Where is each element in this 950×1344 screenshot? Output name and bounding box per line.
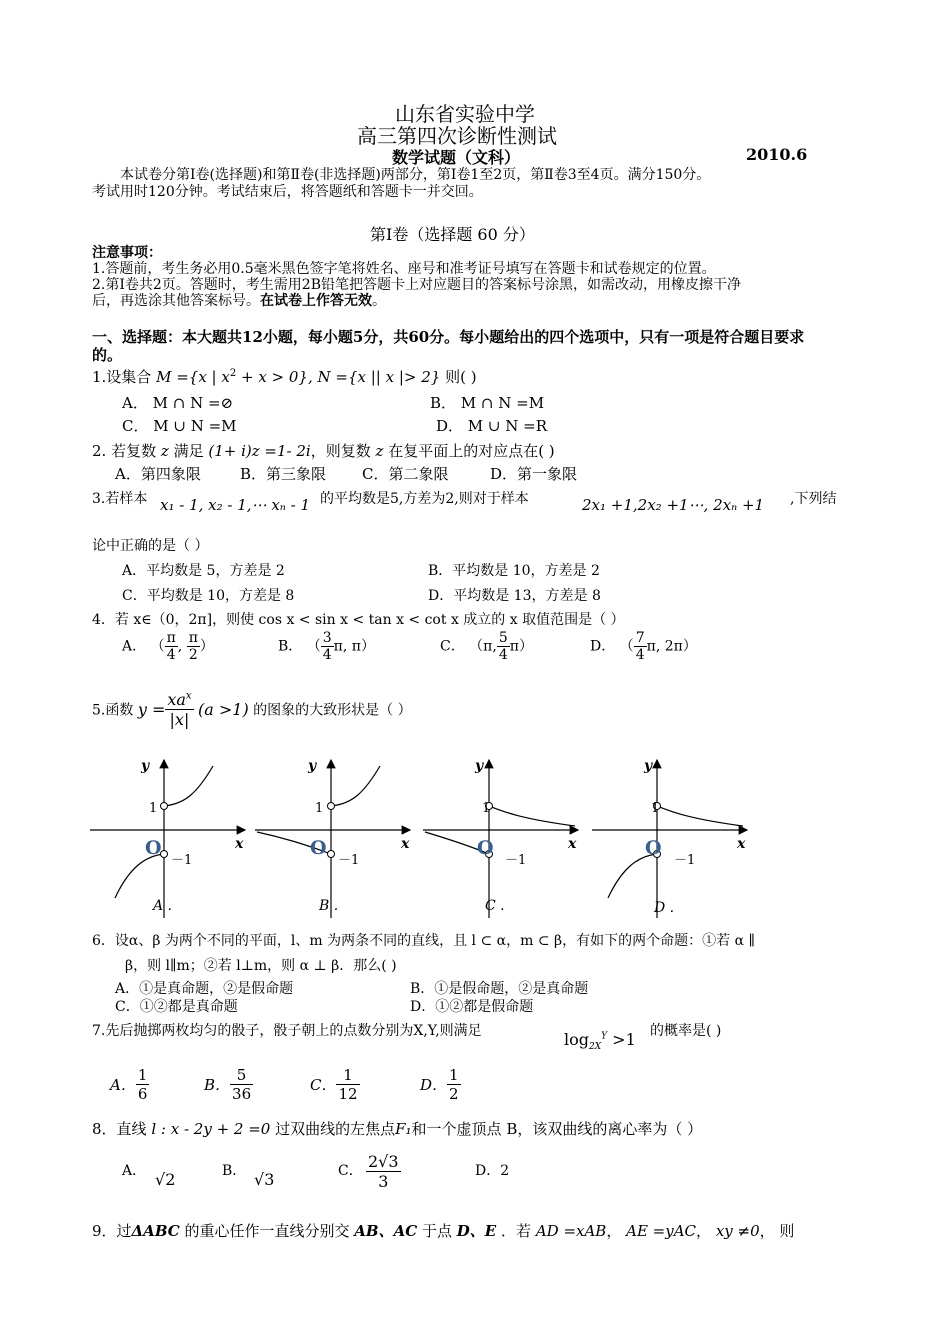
q8-option-a-label: A．	[122, 1163, 147, 1179]
q1-option-c[interactable]: C． M ∪ N =M	[122, 417, 237, 435]
q2-stem-pre: 2. 若复数	[92, 442, 157, 460]
q8-line-equation: l : x - 2y + 2 =0	[151, 1120, 271, 1138]
q7-d-label: D．	[420, 1076, 448, 1094]
q5-fraction-den: |x|	[169, 710, 190, 729]
q9-eq2: AE =yAC	[626, 1222, 697, 1240]
q6-stem-line-2: β，则 l∥m；②若 l⊥m，则 α ⊥ β．那么( )	[125, 958, 397, 974]
q4-d-label: D．	[590, 638, 616, 655]
q7-d-den: 2	[449, 1085, 459, 1103]
q4-d-pi: π	[646, 638, 656, 655]
q4-b-label: B．	[278, 638, 303, 655]
graph-b-y-label: y	[308, 758, 317, 774]
q8-stem-mid: 过双曲线的左焦点	[275, 1120, 396, 1138]
q7-b-num: 5	[230, 1066, 253, 1085]
q9-eq3: xy ≠0	[715, 1222, 760, 1240]
q2-equation: (1+ i)z =1- 2i	[208, 442, 311, 460]
q8-option-c[interactable]	[366, 1152, 401, 1191]
q2-z-2: z	[375, 442, 384, 460]
q8-stem	[92, 1118, 702, 1139]
q4-a-frac-2	[187, 630, 200, 663]
q3-option-a[interactable]: A．平均数是 5，方差是 2	[122, 563, 285, 579]
q5-graphs	[85, 748, 765, 920]
q5-y-eq: y =	[137, 700, 166, 719]
q9-sep2: ，	[696, 1222, 712, 1240]
notice-line-3-text: 后，再选涂其他答案标号。	[92, 293, 260, 309]
q7-c-den: 12	[338, 1085, 358, 1103]
graph-b-label: B .	[319, 898, 339, 914]
q8-option-b[interactable]: √3	[254, 1170, 275, 1189]
q2-option-a[interactable]: A．第四象限	[115, 465, 201, 483]
q3-stem-pre: 3.若样本	[92, 491, 148, 507]
q7-log-sub: 2X	[589, 1042, 602, 1053]
q4-d-frac-num: 7	[635, 630, 645, 646]
exam-date: 2010.6	[746, 145, 808, 164]
graph-c-y-label: y	[475, 758, 484, 774]
graph-b-one: 1	[315, 801, 324, 816]
q7-b-den: 36	[232, 1085, 252, 1103]
graph-a-origin: O	[145, 837, 162, 859]
q9-triangle: ΔABC	[131, 1222, 180, 1240]
graph-c-origin: O	[477, 837, 494, 859]
notice-line-3-end: 。	[372, 293, 386, 309]
q2-mid3: 在复平面上的对应点在( )	[388, 442, 555, 460]
q4-option-b[interactable]: B． （ $\frac{3}{4}$ π, π）	[278, 630, 375, 663]
q8-stem-pre: 8．直线	[92, 1120, 147, 1138]
q9-end: ， 则	[759, 1222, 795, 1240]
q4-option-c[interactable]: C． （π, $\frac{5}{4}$ π）	[440, 630, 533, 663]
q4-b-frac-den: 4	[322, 647, 332, 663]
q8-stem-end: 和一个虚顶点 B，该双曲线的离心率为（ ）	[411, 1120, 703, 1138]
q9-sep1: ，	[606, 1222, 622, 1240]
q7-option-c[interactable]	[310, 1066, 360, 1103]
graph-c-minus-one: －1	[505, 853, 527, 868]
q7-option-d[interactable]	[420, 1066, 461, 1103]
q4-b-frac-num: 3	[322, 630, 332, 646]
q8-c-frac	[366, 1152, 401, 1191]
subject-title: 数学试题（文科）	[392, 148, 521, 167]
q7-log: log	[564, 1030, 589, 1049]
section-one-line-1: 一、选择题：本大题共12小题，每小题5分，共60分。每小题给出的四个选项中，只有一项是符合题目要求	[92, 328, 805, 346]
q7-c-frac	[336, 1066, 359, 1103]
q4-a-frac-1-num: π	[166, 630, 176, 646]
graph-d[interactable]	[592, 758, 747, 918]
q1-stem-pre: 1.设集合	[92, 368, 152, 386]
q4-b-frac	[321, 630, 334, 663]
q2-stem	[92, 440, 555, 461]
q7-b-label: B．	[204, 1076, 231, 1094]
q3-stem-mid: 的平均数是5,方差为2,则对于样本	[320, 491, 529, 507]
q9-mid1: 的重心任作一直线分别交	[184, 1222, 350, 1240]
q4-a-frac-1-den: 4	[166, 647, 176, 663]
q4-d-frac	[634, 630, 647, 663]
q4-c-label: C．	[440, 638, 465, 655]
graph-c-x-label: x	[568, 836, 577, 852]
q4-a-frac-1	[165, 630, 178, 663]
graph-c-label: C .	[485, 898, 505, 914]
q9-stem-pre: 9．过	[92, 1222, 132, 1240]
q4-c-frac-num: 5	[498, 630, 508, 646]
q5-fraction-num	[165, 690, 193, 710]
q8-f1: F₁	[395, 1120, 412, 1138]
graph-d-label: D .	[654, 900, 675, 916]
q5-fraction	[165, 690, 193, 729]
q4-c-frac	[497, 630, 510, 663]
q7-a-num: 1	[137, 1066, 148, 1084]
q4-a-label: A．	[122, 638, 147, 655]
q5-stem	[92, 690, 412, 744]
graph-a[interactable]	[90, 758, 245, 918]
q8-option-c-label: C．	[338, 1163, 363, 1179]
q1-stem-end: 则( )	[445, 368, 477, 386]
q7-d-frac	[447, 1066, 461, 1103]
graph-a-minus-one: －1	[171, 853, 193, 868]
q6-option-d[interactable]: D．①②都是假命题	[410, 999, 534, 1015]
graph-a-label: A .	[153, 898, 173, 914]
q4-option-a[interactable]: A． （ $\frac{\pi}{4}$ , $\frac{\pi}{2}$ ）	[122, 630, 214, 663]
q7-a-den: 6	[137, 1085, 148, 1103]
q4-c-pi-2: π	[509, 638, 519, 655]
q3-stem-line-2: 论中正确的是（ ）	[92, 538, 209, 554]
graph-d-minus-one: －1	[674, 853, 696, 868]
q9-stem	[92, 1220, 794, 1241]
graph-a-x-label: x	[235, 836, 244, 852]
q4-stem: 4．若 x∈（0，2π]，则使 cos x < sin x < tan x < cot x 成立的 x 取值范围是（ ）	[92, 612, 625, 628]
q1-set-m: M ={x | x	[156, 368, 230, 386]
graph-c[interactable]	[423, 758, 578, 918]
q4-c-frac-den: 4	[498, 647, 508, 663]
q6-option-c[interactable]: C．①②都是真命题	[115, 999, 238, 1015]
graph-b[interactable]	[255, 758, 410, 918]
q3-option-c[interactable]: C．平均数是 10，方差是 8	[122, 588, 295, 604]
q2-z: z	[160, 442, 169, 460]
graph-b-x-label: x	[401, 836, 410, 852]
q7-option-b[interactable]	[204, 1066, 253, 1103]
q1-option-a[interactable]: A． M ∩ N =⊘	[122, 394, 234, 412]
q7-c-label: C．	[310, 1076, 337, 1094]
exam-title: 高三第四次诊断性测试	[357, 124, 557, 148]
q8-option-d[interactable]: D．2	[475, 1163, 510, 1179]
graph-a-one: 1	[149, 801, 158, 816]
q7-a-label: A．	[110, 1076, 136, 1094]
school-name: 山东省实验中学	[395, 102, 535, 126]
q6-option-a[interactable]: A．①是真命题，②是假命题	[115, 981, 294, 997]
q4-b-pi-1: π	[333, 638, 343, 655]
q4-d-frac-den: 4	[635, 647, 645, 663]
q3-sample-2: 2x₁ +1,2x₂ +1⋯, 2xₙ +1	[582, 496, 765, 514]
q9-mid2: 于点	[421, 1222, 452, 1240]
q3-sample-1: x₁ - 1, x₂ - 1,⋯ xₙ - 1	[160, 496, 310, 514]
q6-option-b[interactable]: B．①是假命题，②是真命题	[410, 981, 589, 997]
q9-eq1: AD =xAB	[535, 1222, 607, 1240]
q2-option-b[interactable]: B．第三象限	[240, 465, 327, 483]
graph-d-origin: O	[645, 837, 662, 859]
q7-log-expression	[564, 1030, 636, 1052]
q5-stem-end: 的图象的大致形状是（ ）	[253, 702, 412, 719]
q3-option-b[interactable]: B．平均数是 10，方差是 2	[428, 563, 600, 579]
q8-c-num: 2√3	[368, 1152, 399, 1171]
notice-line-3	[92, 290, 386, 310]
q1-option-b[interactable]: B． M ∩ N =M	[430, 394, 545, 412]
q2-option-c[interactable]: C．第二象限	[362, 465, 449, 483]
notice-line-1: 1.答题前，考生务必用0.5毫米黑色签字笔将姓名、座号和准考证号填写在答题卡和试卷规定的位置。	[92, 261, 716, 277]
q9-de: D、E	[456, 1222, 497, 1240]
intro-line-2: 考试用时120分钟。考试结束后，将答题纸和答题卡一并交回。	[92, 184, 483, 200]
graph-d-x-label: x	[737, 836, 746, 852]
q4-option-d[interactable]: D． （ $\frac{7}{4}$ π, 2π）	[590, 630, 697, 663]
notice-title: 注意事项：	[92, 245, 162, 261]
q4-a-frac-2-den: 2	[188, 647, 198, 663]
q1-set-m-end: + x > 0}, N ={x || x |> 2}	[236, 368, 441, 386]
notice-warning: 在试卷上作答无效	[260, 293, 372, 309]
q7-stem-pre: 7.先后抛掷两枚均匀的骰子，骰子朝上的点数分别为X,Y,则满足	[92, 1023, 482, 1039]
q2-mid2: ，则复数	[310, 442, 371, 460]
graph-b-minus-one: －1	[338, 853, 360, 868]
q8-option-b-label: B．	[222, 1163, 247, 1179]
q7-d-num: 1	[449, 1066, 459, 1084]
q5-num-sup: x	[185, 690, 192, 702]
q4-b-pi-2: π	[351, 638, 361, 655]
q5-condition: (a >1)	[198, 700, 249, 719]
q7-c-num: 1	[336, 1066, 359, 1085]
q5-stem-pre: 5.函数	[92, 702, 134, 719]
q1-option-d[interactable]: D． M ∪ N =R	[436, 417, 548, 435]
q1-sup: 2	[229, 368, 237, 379]
q4-c-pi-1: π	[483, 638, 493, 655]
q7-log-end: >1	[607, 1030, 636, 1049]
q2-mid1: 满足	[173, 442, 204, 460]
q3-option-d[interactable]: D．平均数是 13，方差是 8	[428, 588, 601, 604]
q3-stem-end: ,下列结	[790, 491, 837, 507]
q7-option-a[interactable]	[110, 1066, 149, 1103]
q4-a-frac-2-num: π	[188, 630, 198, 646]
q7-stem-end: 的概率是( )	[650, 1023, 722, 1039]
section-one-line-2: 的。	[92, 346, 123, 364]
q5-num-base: xa	[167, 690, 186, 709]
q4-d-two-pi: 2π	[664, 638, 683, 655]
q2-option-d[interactable]: D．第一象限	[490, 465, 578, 483]
q6-stem-line-1: 6．设α、β 为两个不同的平面，l、m 为两条不同的直线，且 l ⊂ α，m ⊂ β，有如下的两个命题：①若 α ∥	[92, 933, 755, 949]
q7-b-frac	[230, 1066, 253, 1103]
q1-stem	[92, 366, 477, 387]
notice-line-2: 2.第Ⅰ卷共2页。答题时，考生需用2B铅笔把答题卡上对应题目的答案标号涂黑，如需改动，用橡皮擦干净	[92, 277, 741, 293]
intro-line-1: 本试卷分第Ⅰ卷(选择题)和第Ⅱ卷(非选择题)两部分，第Ⅰ卷1至2页，第Ⅱ卷3至4页。满分150分。	[120, 167, 711, 183]
graph-d-y-label: y	[644, 758, 653, 774]
graph-d-one: 1	[651, 801, 660, 816]
part-one-title: 第Ⅰ卷（选择题 60 分）	[370, 225, 535, 244]
q7-log-sup: Y	[601, 1031, 608, 1042]
q9-mid3: ．若	[501, 1222, 532, 1240]
graph-b-origin: O	[310, 837, 327, 859]
q7-a-frac	[136, 1066, 150, 1103]
q8-option-a[interactable]: √2	[155, 1170, 176, 1189]
q8-c-den: 3	[378, 1172, 389, 1191]
q9-ab-ac: AB、AC	[354, 1222, 418, 1240]
graph-c-one: 1	[482, 801, 491, 816]
graph-a-y-label: y	[141, 758, 150, 774]
